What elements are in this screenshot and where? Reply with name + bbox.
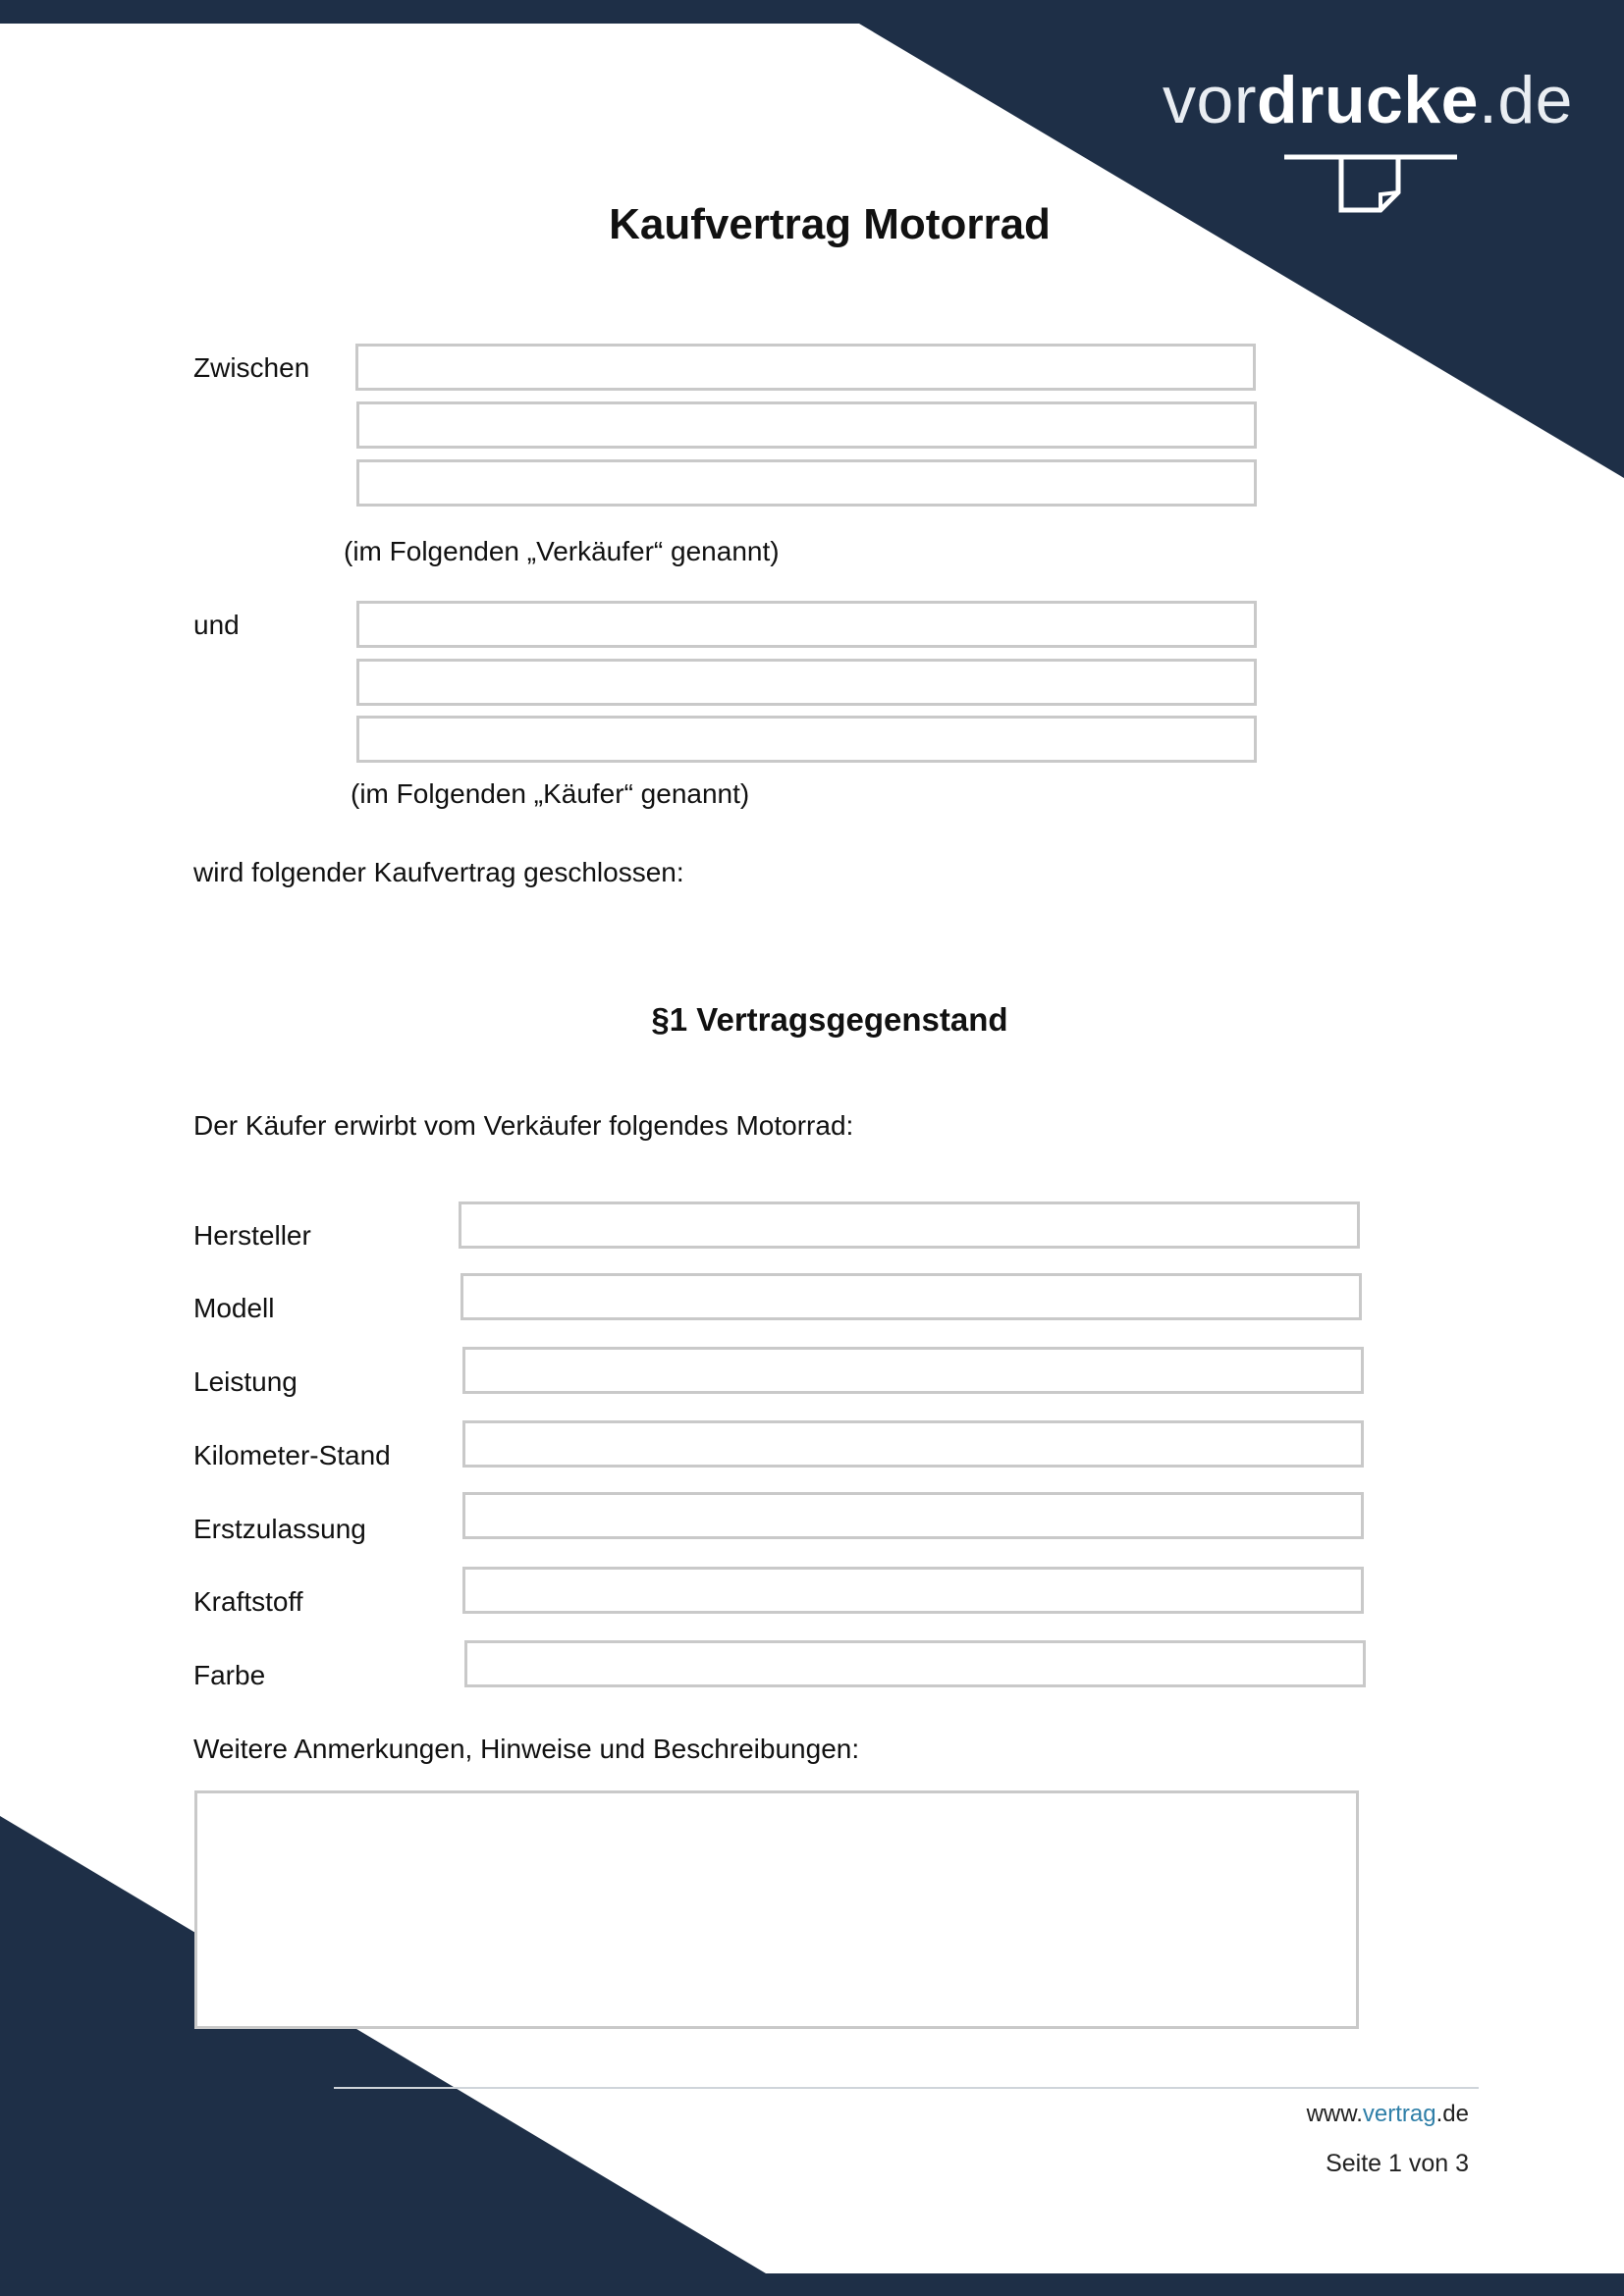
leistung-input[interactable]	[462, 1347, 1364, 1394]
remarks-label: Weitere Anmerkungen, Hinweise und Beschreibungen:	[193, 1734, 860, 1764]
field-label: Erstzulassung	[193, 1514, 366, 1544]
kraftstoff-input[interactable]	[462, 1567, 1364, 1614]
und-label: und	[193, 610, 240, 640]
section-intro: Der Käufer erwirbt vom Verkäufer folgendes Motorrad:	[193, 1110, 854, 1141]
footer-url-suffix: .de	[1435, 2101, 1469, 2127]
field-label: Leistung	[193, 1366, 298, 1397]
kilometer-stand-input[interactable]	[462, 1420, 1364, 1468]
logo-part-2: drucke	[1256, 63, 1479, 137]
footer-url[interactable]	[1307, 2101, 1469, 2128]
farbe-input[interactable]	[464, 1640, 1366, 1687]
footer-url-accent: vertrag	[1362, 2101, 1436, 2127]
seller-line-1[interactable]	[355, 344, 1256, 391]
closing-text: wird folgender Kaufvertrag geschlossen:	[193, 857, 684, 887]
page-number: Seite 1 von 3	[1326, 2150, 1469, 2177]
erstzulassung-input[interactable]	[462, 1492, 1364, 1539]
hersteller-input[interactable]	[459, 1201, 1360, 1249]
modell-input[interactable]	[460, 1273, 1362, 1320]
footer-divider	[334, 2087, 1479, 2089]
buyer-note: (im Folgenden „Käufer“ genannt)	[351, 778, 750, 809]
buyer-line-3[interactable]	[356, 716, 1257, 763]
field-label: Kraftstoff	[193, 1586, 303, 1617]
seller-line-3[interactable]	[356, 459, 1257, 507]
field-label: Farbe	[193, 1660, 266, 1690]
seller-note: (im Folgenden „Verkäufer“ genannt)	[344, 536, 780, 566]
remarks-textarea[interactable]	[194, 1790, 1359, 2029]
footer-url-prefix: www.	[1306, 2101, 1363, 2127]
buyer-line-2[interactable]	[356, 659, 1257, 706]
zwischen-label: Zwischen	[193, 352, 310, 383]
field-label: Kilometer-Stand	[193, 1440, 391, 1470]
logo-part-3: .de	[1478, 63, 1573, 137]
field-label: Modell	[193, 1293, 275, 1323]
logo-part-1: vor	[1163, 63, 1257, 137]
field-label: Hersteller	[193, 1220, 311, 1251]
seller-line-2[interactable]	[356, 401, 1257, 449]
document-title: Kaufvertrag Motorrad	[609, 200, 1051, 248]
section-title: §1 Vertragsgegenstand	[651, 1001, 1008, 1038]
buyer-line-1[interactable]	[356, 601, 1257, 648]
brand-logo	[1163, 63, 1573, 137]
